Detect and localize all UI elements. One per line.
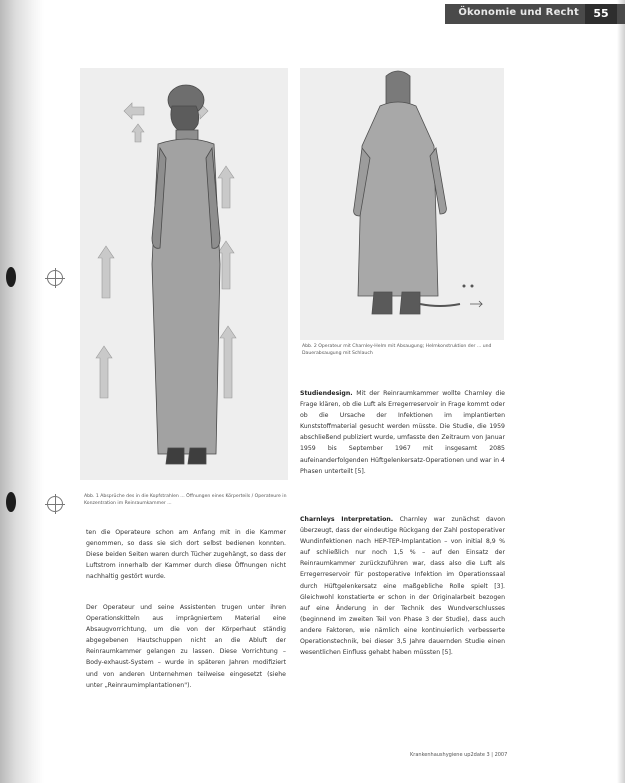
paragraph-body: Mit der Reinraumkammer wollte Charnley die Frage klären, ob die Luft als Erregerreservoir in Frage kommt oder ob die Ursache der Infektionen im implantierten Kunststoffmaterial gesucht werden müsste. Die Studie, die 1959 abschließend publiziert wurde, umfasste den Zeitraum von Januar 1959 bis September 1967 mit insgesamt 2085 aufeinanderfolgenden Hüftgelenkersatz-Operationen und war in 4 Phasen unterteilt [5]. <box>300 390 505 475</box>
page-number: 55 <box>585 4 617 24</box>
binding-hole <box>6 492 16 512</box>
page-footer: Krankenhaushygiene up2date 3 | 2007 <box>410 752 508 758</box>
registration-mark-icon <box>47 496 63 512</box>
binding-gutter-shadow <box>0 0 44 783</box>
figure-2-caption: Abb. 2 Operateur mit Charnley-Helm mit Absaugung; Helmkonstruktion der ... und Dauerabsaugung mit Schlauch <box>302 344 492 356</box>
registration-mark-icon <box>47 270 63 286</box>
figure-1-caption: Abb. 1 Absprüche des in die Kopfstrahlen ... Öffnungen eines Körperteils / Operateure in Konzentration im Reinraumkammer ... <box>84 494 287 506</box>
figure-2-image <box>300 68 504 340</box>
surgeon-body-exhaust-illustration <box>80 68 288 480</box>
figure-1-image <box>80 68 288 480</box>
right-column-study-design <box>300 388 505 477</box>
page-edge-shadow <box>617 0 625 783</box>
right-column-interpretation <box>300 514 505 658</box>
left-column-paragraph-2 <box>86 602 286 691</box>
paragraph-text <box>300 514 505 658</box>
binding-hole <box>6 267 16 287</box>
paragraph-body: Charnley war zunächst davon überzeugt, dass der eindeutige Rückgang der Zahl postoperativer Wundinfektionen nach HEP-TEP-Implantation – von initial 8,9 % auf schließlich nur noch 1,5 % – auf den Einsatz der Reinraumkammer zurückzuführen war, dass also die Luft als Erregerreservoir für postoperative Infektion im Operationssaal durch Hüftgelenkersatz eine maßgebliche Rolle spielt [3]. Gleichwohl konstatierte er schon in der Originalarbeit bezogen auf eine Änderung in der Technik des Wundverschlusses (beginnend im zweiten Teil von Phase 3 der Studie), dass auch andere Faktoren, wie nämlich eine kontinuierlich verbesserte Operationstechnik, bei dieser 3,5 Jahre dauernden Studie einen wesentlichen Einfluss gehabt haben müssten [5]. <box>300 516 505 657</box>
paragraph-text: Der Operateur und seine Assistenten trugen unter ihren Operationskitteln aus imprägniertem Material eine Absaugvorrichtung, um die von der Körperhaut ständig abgegebenen Hautschuppen nicht an die Abluft der Reinraumkammer gelangen zu lassen. Diese Vorrichtung – Body-exhaust-System – wurde in späteren Jahren modifiziert und von anderen Unternehmen teilweise eingesetzt (siehe unter „Reinraumimplantationen"). <box>86 604 286 689</box>
paragraph-text <box>300 388 505 477</box>
surgeon-helmet-illustration <box>300 68 504 340</box>
left-column-paragraph-1 <box>86 527 286 582</box>
section-title: Ökonomie und Recht <box>458 7 579 18</box>
paragraph-heading: Charnleys Interpretation. <box>300 516 394 523</box>
paragraph-text: ten die Operateure schon am Anfang mit in die Kammer genommen, so dass sie sich dort selbst bedienen konnten. Diese beiden Seiten waren durch Tücher zugehängt, so dass der Luftstrom innerhalb der Kammer durch diese Öffnungen nicht nachhaltig gestört wurde. <box>86 529 286 581</box>
running-header <box>445 4 625 24</box>
paragraph-heading: Studiendesign. <box>300 390 353 397</box>
